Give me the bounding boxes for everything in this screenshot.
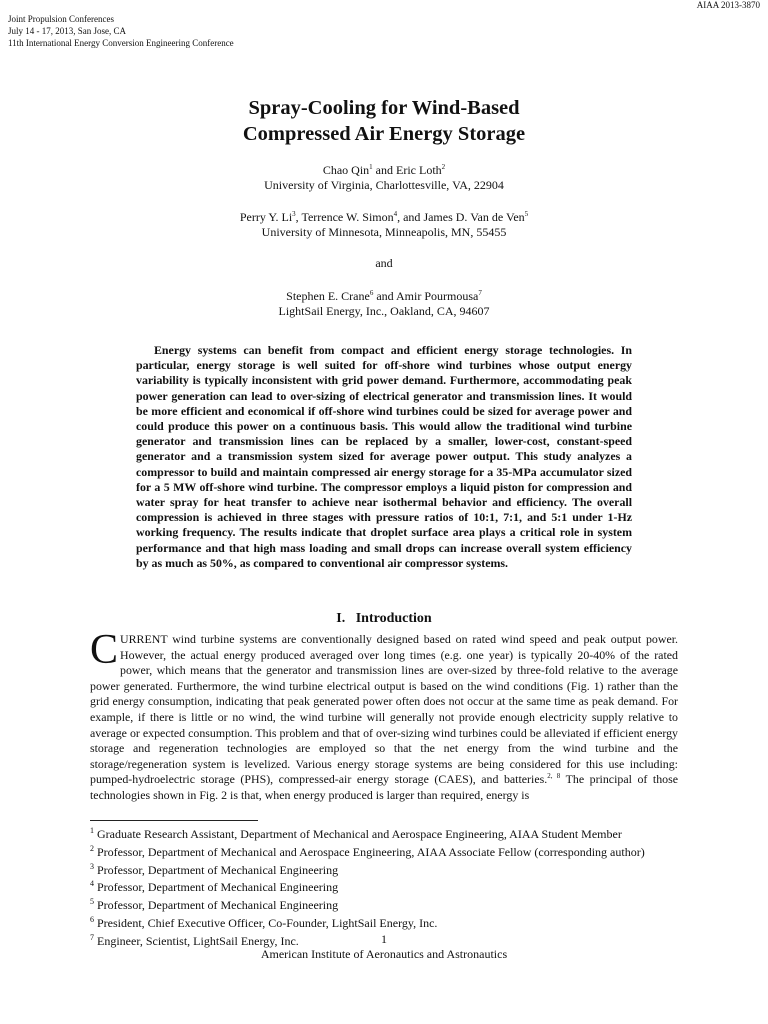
author-name: Eric Loth [396,163,442,177]
author-line [0,160,768,178]
author-footnote-mark: 1 [369,163,373,171]
footnote-text: Professor, Department of Mechanical Engineering [97,862,339,877]
abstract: Energy systems can benefit from compact and efficient energy storage technologies. In particular, energy storage is well suited for off-shore wind turbines whose output energy variability is typically inconsistent with grid power demand. Furthermore, accommodating peak power generation can lead to over-sizing of electrical generator and transmission lines. It would be more efficient and economical if off-shore wind turbines could be sized for average power and could produce this power on a continuous basis. This would allow the traditional wind turbine generator and transmission lines can be replaced by a smaller, lower-cost, constant-speed generator and a transmission system sized for average power output. This study analyzes a compressor to build and maintain compressed air energy storage for a 35-MPa accumulator sized for a 5 MW off-shore wind turbine. The compressor employs a liquid piston for compression and water spray for heat transfer to achieve near isothermal behavior and efficiency. The overall compression is achieved in three stages with pressure ratios of 10:1, 7:1, and 5:1 under 1-Hz working frequency. The results indicate that droplet surface area plays a critical role in system performance and that high mass loading and small drops can increase overall system efficiency by as much as 50%, as compared to conventional air compressor systems. [136,343,632,570]
author-footnote-mark: 5 [524,210,529,218]
footnote-text: Professor, Department of Mechanical and Aerospace Engineering, AIAA Associate Fellow (corresponding author) [97,844,645,859]
footnote-mark: 4 [90,879,94,889]
author-line [0,286,768,304]
author-separator: , and [397,210,424,224]
author-name: Perry Y. Li [239,210,293,224]
paper-title-line: Compressed Air Energy Storage [242,123,526,145]
footnote-mark: 6 [90,914,94,924]
affiliation: LightSail Energy, Inc., Oakland, CA, 94607 [278,304,490,318]
footnote [90,860,730,878]
affiliation: University of Virginia, Charlottesville, VA, 22904 [264,178,504,192]
author-separator: and [373,289,396,303]
author-name: James D. Van de Ven [423,210,525,224]
footnote [90,824,730,842]
footnotes [90,824,730,949]
footnote-rule [90,820,258,821]
page-number: 1 [381,932,387,946]
and-separator: and [375,256,393,270]
paper-title-line: Spray-Cooling for Wind-Based [248,97,520,119]
footnote-text: Engineer, Scientist, LightSail Energy, Inc. [97,933,299,948]
footnote [90,877,730,895]
author-name: Chao Qin [322,163,370,177]
footnote-text: Professor, Department of Mechanical Engineering [97,880,339,895]
reference-mark: 2, 8 [547,772,561,781]
conference-line: 11th International Energy Conversion Engineering Conference [8,38,234,48]
author-footnote-mark: 3 [292,210,296,218]
intro-paragraph: URRENT wind turbine systems are conventionally designed based on rated wind speed and peak output power. However, the actual energy produced averaged over long times (e.g. one year) is typically 20-40% of the rated power, which means that the generator and transmission lines are over-sized by three-fold relative to the average power generated. Furthermore, the wind turbine electrical output is based on the wind conditions (Fig. 1) rather than the grid energy consumption, indicating that peak generated power often does not occur at the same time as peak demand. For example, if there is little or no wind, the wind turbine will generally not provide enough electricity supply relative to average or expected consumption. This problem and that of over-sizing wind turbines could be alleviated if efficient energy storage and regeneration technologies are employed so that the net energy from the wind turbine and the storage/regeneration system is levelized. Various energy storage systems are being considered for this use including: pumped-hydroelectric storage (PHS), compressed-air energy storage (CAES), and batteries. [90,632,678,787]
paper-id: AIAA 2013-3870 [696,0,760,10]
author-name: Terrence W. Simon [301,210,394,224]
footnote-mark: 1 [90,826,94,835]
footnote-text: Graduate Research Assistant, Department of Mechanical and Aerospace Engineering, AIAA Student Member [97,827,622,841]
footnote-mark: 3 [90,861,94,871]
footnote [90,895,730,913]
author-footnote-mark: 6 [369,289,374,297]
author-footnote-mark: 7 [478,289,482,297]
introduction-text [90,627,678,804]
title-block [0,95,768,319]
conference-line: July 14 - 17, 2013, San Jose, CA [8,26,127,36]
footnote-text: President, Chief Executive Officer, Co-Founder, LightSail Energy, Inc. [97,915,438,930]
author-separator: , [295,210,302,224]
section-heading: I. Introduction [336,611,432,626]
author-separator: and [372,163,396,177]
affiliation: University of Minnesota, Minneapolis, MN, 55455 [261,225,507,239]
footnote [90,842,730,860]
footnote [90,913,730,931]
author-footnote-mark: 2 [441,163,446,171]
footnote-text: Professor, Department of Mechanical Engineering [97,898,339,913]
intro-paragraph-continued: The principal of those technologies shown in Fig. 2 is that, when energy produced is larger than required, energy is [90,772,678,802]
footnote-mark: 5 [90,897,94,907]
footnote-mark: 7 [90,932,94,942]
conference-line: Joint Propulsion Conferences [8,14,114,24]
author-line [0,207,768,225]
publisher-footer: American Institute of Aeronautics and Astronautics [260,947,508,961]
author-name: Amir Pourmousa [395,289,479,303]
footnote-mark: 2 [90,843,94,853]
conference-info [8,13,234,49]
author-name: Stephen E. Crane [286,289,370,303]
author-footnote-mark: 4 [393,210,398,218]
drop-cap: C [90,627,119,673]
